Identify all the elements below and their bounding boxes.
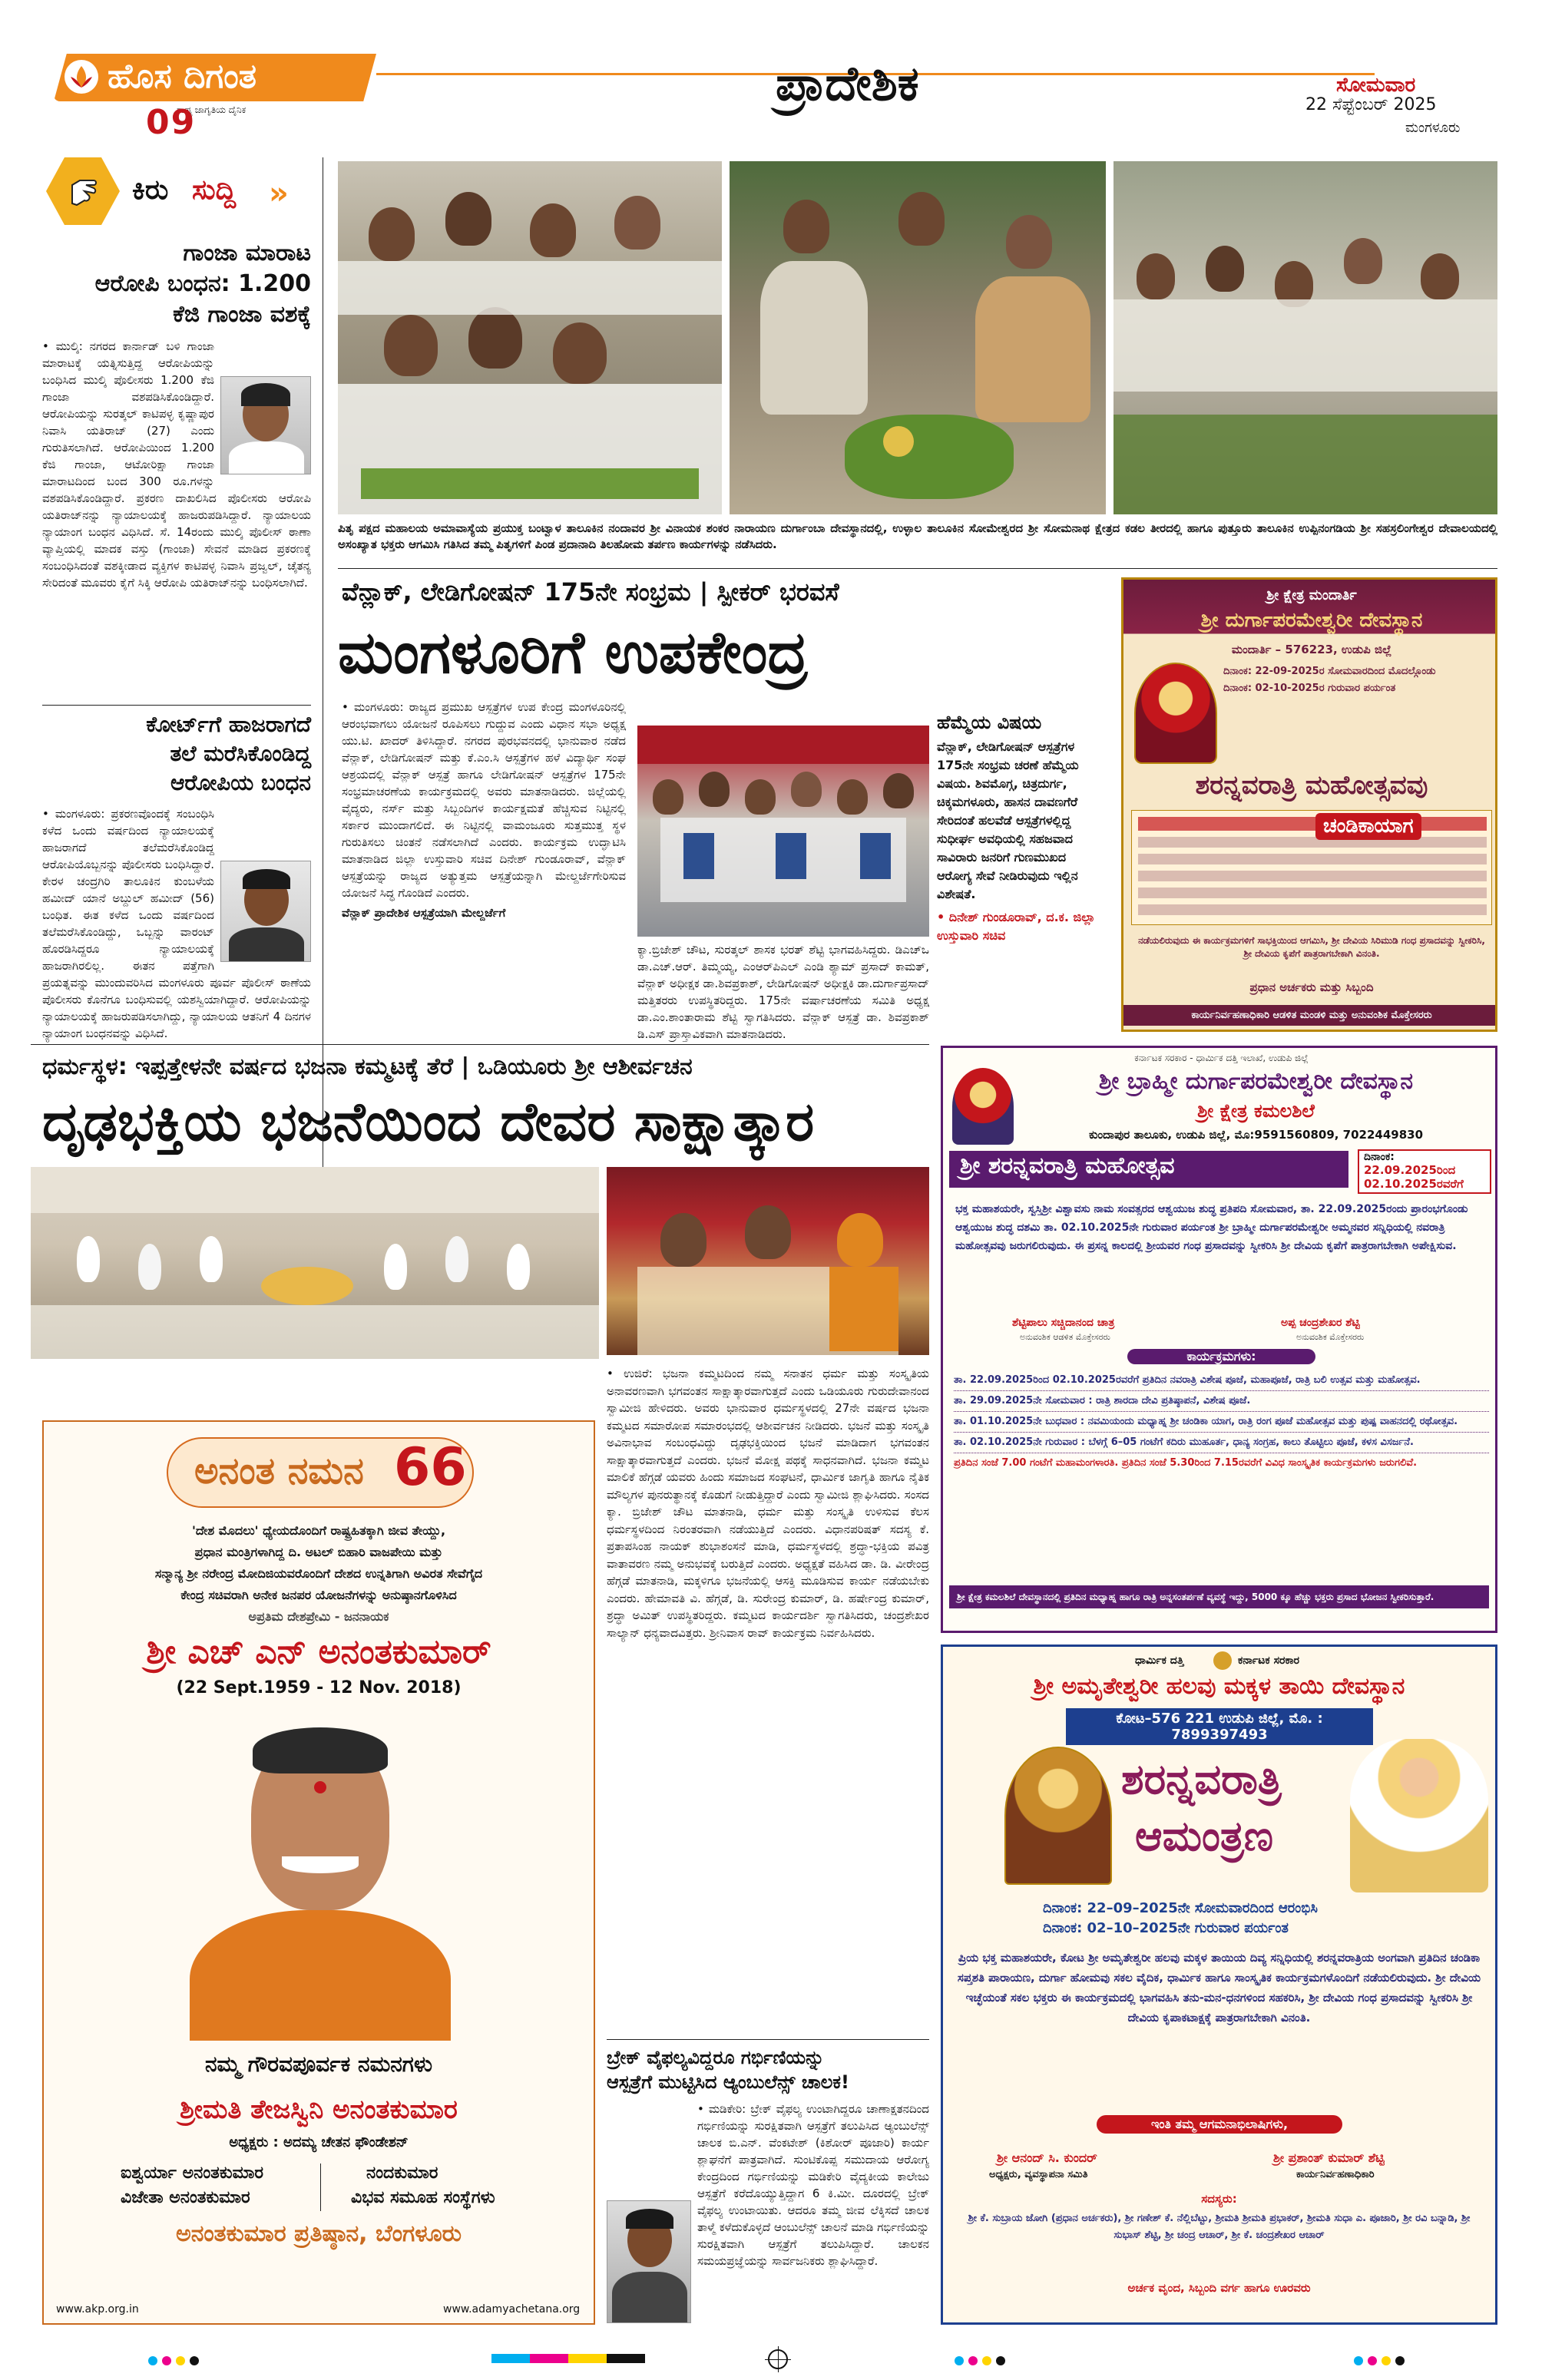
- story2-headline-2: ತಲೆ ಮರೆಸಿಕೊಂಡಿದ್ದ: [170, 741, 311, 766]
- ananth-line3: ಸನ್ಮಾನ್ಯ ಶ್ರೀ ನರೇಂದ್ರ ಮೋದಿಜಿಯವರೊಂದಿಗೆ ದೇಶದ ಉನ್ನತಿಗಾಗಿ ಅವಿರತ ಸೇವೆಗೈದ: [154, 1566, 483, 1581]
- story2-headline-1: ಕೋರ್ಟ್‌ಗೆ ಹಾಜರಾಗದೆ: [146, 712, 311, 737]
- program-2: ತಾ. 29.09.2025ನೇ ಸೋಮವಾರ : ರಾತ್ರಿ ಶಾರದಾ ದೇವಿ ಪ್ರತಿಷ್ಠಾಪನೆ, ವಿಶೇಷ ಪೂಜೆ.: [954, 1391, 1489, 1412]
- ambulance-headline-1: ಬ್ರೇಕ್ ವೈಫಲ್ಯವಿದ್ದರೂ ಗರ್ಭಿಣಿಯನ್ನು: [607, 2047, 825, 2068]
- kamalashile-temple: ಶ್ರೀ ಬ್ರಾಹ್ಮೀ ದುರ್ಗಾಪರಮೇಶ್ವರೀ ದೇವಸ್ಥಾನ: [1098, 1068, 1414, 1095]
- ananth-line1: 'ದೇಶ ಮೊದಲು' ಧ್ಯೇಯದೊಂದಿಗೆ ರಾಷ್ಟ್ರಹಿತಕ್ಕಾಗಿ ಜೀವ ತೇಯ್ದು,: [191, 1523, 446, 1538]
- amrut-s1-role: ಅಧ್ಯಕ್ಷರು, ವ್ಯವಸ್ಥಾಪನಾ ಸಮಿತಿ: [989, 2169, 1088, 2180]
- amrut-members: ಶ್ರೀ ಕೆ. ಸುಬ್ರಾಯ ಜೋಗಿ (ಪ್ರಧಾನ ಅರ್ಚಕರು), ಶ್ರೀ ಗಣೇಶ್ ಕೆ. ನೆಲ್ಲಿಬೆಟ್ಟು, ಶ್ರೀಮತಿ ಶ್ರೀಮತಿ ಪ್ರಭಾಕರ್, ಶ್ರೀಮತಿ ಸುಧಾ ಎ. ಪೂಜಾರಿ, ಶ್ರೀ ರವಿ ಬನ್ನಾಡಿ, ಶ್ರೀ ಸುಭಾಸ್ ಶೆಟ್ಟಿ, ಶ್ರೀ ಚಂದ್ರ ಆಚಾರ್, ಶ್ರೀ ಕೆ. ಚಂದ್ರಶೇಖರ ಆಚಾರ್: [968, 2213, 1471, 2241]
- amrut-top-left: ಧಾರ್ಮಿಕ ದತ್ತಿ: [1135, 1654, 1184, 1667]
- ambulance-story: [607, 2045, 929, 2326]
- masthead: [0, 0, 1542, 146]
- photo-beach-rituals: [1113, 161, 1497, 514]
- wenlock-subheading: ವೆನ್ಲಾಕ್ ಪ್ರಾದೇಶಿಕ ಆಸ್ಪತ್ರೆಯಾಗಿ ಮೇಲ್ದರ್ಜೆಗೆ: [342, 906, 506, 920]
- goddess-image: [1134, 663, 1217, 764]
- program-1: ತಾ. 22.09.2025ರಿಂದ 02.10.2025ರವರೆಗೆ ಪ್ರತಿದಿನ ನವರಾತ್ರಿ ವಿಶೇಷ ಪೂಜೆ, ಮಹಾಪೂಜೆ, ರಾತ್ರಿ ಬಲಿ ಉತ್ಸವ ಮತ್ತು ಮಹೋತ್ಸವ.: [954, 1370, 1489, 1391]
- photo-wenlock-stage: [637, 726, 929, 937]
- kamalashile-program-head: ಕಾರ್ಯಕ್ರಮಗಳು:: [1127, 1349, 1315, 1364]
- ananth-line4: ಕೇಂದ್ರ ಸಚಿವರಾಗಿ ಅನೇಕ ಜನಪರ ಯೋಜನೆಗಳನ್ನು ಅನುಷ್ಠಾನಗೊಳಿಸಿದ: [180, 1588, 457, 1602]
- mandarthi-footer3: ಕಾರ್ಯನಿರ್ವಹಣಾಧಿಕಾರಿ ಆಡಳಿತ ಮಂಡಳಿ ಮತ್ತು ಅನುವಂಶಿಕ ಮೊಕ್ತೇಸರರು: [1123, 1005, 1497, 1026]
- saraswati-image: [1350, 1739, 1488, 1892]
- story-divider: [42, 705, 311, 706]
- ananth-url2[interactable]: www.adamyachetana.org: [443, 2303, 581, 2316]
- ananth-title: ಅನಂತ ನಮನ: [194, 1449, 364, 1492]
- kamalashile-address: ಕುಂದಾಪುರ ತಾಲೂಕು, ಉಡುಪಿ ಜಿಲ್ಲೆ, ಮೊ:9591560809, 7022449830: [1088, 1128, 1424, 1142]
- story1-headline-3: ಕೆಜಿ ಗಾಂಜಾ ವಶಕ್ಕೆ: [173, 301, 311, 328]
- masthead-day: ಸೋಮವಾರ: [1336, 74, 1416, 97]
- kirusuddi-label: [46, 157, 307, 226]
- kamalashile-top: ಕರ್ನಾಟಕ ಸರಕಾರ - ಧಾರ್ಮಿಕ ದತ್ತಿ ಇಲಾಖೆ, ಉಡುಪಿ ಜಿಲ್ಲೆ: [1134, 1053, 1309, 1063]
- sidebar-body: ವೆನ್ಲಾಕ್, ಲೇಡಿಗೋಷನ್ ಆಸ್ಪತ್ರೆಗಳ 175ನೇ ಸಂಭ್ರಮ ಚರಣೆ ಹೆಮ್ಮೆಯ ವಿಷಯ. ಶಿವಮೊಗ್ಗ, ಚಿತ್ರದುರ್ಗ, ಚಿಕ್ಕಮಗಳೂರು, ಹಾಸನ ದಾವಣಗೆರೆ ಸೇರಿದಂತೆ ಹಲವೆಡೆ ಆಸ್ಪತ್ರೆಗಳಲ್ಲಿದ್ದ ಸುಧೀರ್ಘ ಅವಧಿಯಲ್ಲಿ ಸಹಜವಾದ ಸಾವಿರಾರು ಜನರಿಗೆ ಗುಣಮುಖದ ಆರೋಗ್ಯ ಸೇವೆ ನೀಡಿರುವುದು ಇಲ್ಲಿನ ವಿಶೇಷತೆ.: [937, 739, 1079, 901]
- lotus-icon: [65, 60, 98, 94]
- story2-body: • ಮಂಗಳೂರು: ಪ್ರಕರಣವೊಂದಕ್ಕೆ ಸಂಬಂಧಿಸಿ ಕಳೆದ ಒಂದು ವರ್ಷದಿಂದ ನ್ಯಾಯಾಲಯಕ್ಕೆ ಹಾಜರಾಗದೆ ತಲೆಮರೆಸಿಕೊಂಡಿದ್ದ ಆರೋಪಿಯೊಬ್ಬನನ್ನು ಪೊಲೀಸರು ಬಂಧಿಸಿದ್ದಾರೆ. ಕೇರಳ ಚಂದ್ರಗಿರಿ ತಾಲೂಕಿನ ಕುಂಬಳೆಯ ಹಮೀದ್ ಯಾನೆ ಅಬ್ದುಲ್ ಹಮೀದ್ (56) ಬಂಧಿತ. ಈತ ಕಳೆದ ಒಂದು ವರ್ಷದಿಂದ ತಲೆಮರೆಸಿಕೊಂಡಿದ್ದು, ಒಬ್ಬನ್ನು ವಾರಂಟ್ ಹೊರಡಿಸಿದ್ದರೂ ನ್ಯಾಯಾಲಯಕ್ಕೆ ಹಾಜರಾಗಿರಲಿಲ್ಲ. ಈತನ ಪತ್ತೆಗಾಗಿ ಪ್ರಯತ್ನವನ್ನು ಮುಂದುವರಿಸಿದ ಮಂಗಳೂರು ಪೂರ್ವ ಪೊಲೀಸ್ ಠಾಣೆಯ ಪೊಲೀಸರು ಕೊನೆಗೂ ಬಂಧಿಸುವಲ್ಲಿ ಯಶಸ್ವಿಯಾಗಿದ್ದಾರೆ. ಆರೋಪಿಯನ್ನು ನ್ಯಾಯಾಲಯಕ್ಕೆ ಹಾಜರುಪಡಿಸಲಾಗಿದ್ದು, ನ್ಯಾಯಾಲಯ ಆತನಿಗೆ 4 ದಿನಗಳ ನ್ಯಾಯಾಂಗ ಬಂಧನವನ್ನು ವಿಧಿಸಿದೆ.: [42, 807, 311, 1040]
- photo-tarpana-group: [338, 161, 722, 514]
- divider-under-photos: [338, 568, 1497, 569]
- divider-above-bhajana: [31, 1044, 929, 1045]
- ananth-tribute: ನಮ್ಮ ಗೌರವಪೂರ್ವಕ ನಮನಗಳು: [204, 2051, 433, 2077]
- photo-bhajana-hall: [31, 1167, 599, 1359]
- kamalashile-left-role: ಅನುವಂಶಿಕ ಆಡಳಿತ ಮೊಕ್ತೇಸರರು: [1020, 1332, 1110, 1342]
- color-bar-left: [146, 2354, 201, 2368]
- amrut-ribbon: ಇಂತಿ ತಮ್ಮ ಆಗಮನಾಭಿಲಾಷಿಗಳು,: [1097, 2115, 1342, 2134]
- mandarthi-footer1: ನಡೆಯಲಿರುವುದು ಈ ಕಾರ್ಯಕ್ರಮಗಳಿಗೆ ಸಾಭಕ್ತಿಯಿಂದ ಆಗಮಿಸಿ, ಶ್ರೀ ದೇವಿಯ ಸಿರಿಮುಡಿ ಗಂಧ ಪ್ರಸಾದವನ್ನು ಸ್ವೀಕರಿಸಿ, ಶ್ರೀ ದೇವಿಯ ಕೃಪೆಗೆ ಪಾತ್ರರಾಗಬೇಕಾಗಿ ವಿನಂತಿ.: [1138, 935, 1485, 959]
- chevron-right-icon: »: [269, 176, 289, 211]
- amrut-top-right: ಕರ್ನಾಟಕ ಸರಕಾರ: [1238, 1654, 1300, 1667]
- driver-photo: [607, 2200, 691, 2323]
- mandarthi-address: ಮಂದಾರ್ತಿ – 576223, ಉಡುಪಿ ಜಿಲ್ಲೆ: [1231, 643, 1392, 656]
- kamalashile-programs: [954, 1370, 1489, 1473]
- mandarthi-temple: ಶ್ರೀ ದುರ್ಗಾಪರಮೇಶ್ವರೀ ದೇವಸ್ಥಾನ: [1200, 609, 1423, 632]
- amrut-body: ಪ್ರಿಯ ಭಕ್ತ ಮಹಾಶಯರೇ, ಕೋಟ ಶ್ರೀ ಅಮೃತೇಶ್ವರೀ ಹಲವು ಮಕ್ಕಳ ತಾಯಿಯ ದಿವ್ಯ ಸನ್ನಿಧಿಯಲ್ಲಿ ಶರನ್ನವರಾತ್ರಿಯ ಅಂಗವಾಗಿ ಪ್ರತಿದಿನ ಚಂಡಿಕಾ ಸಪ್ತಶತಿ ಪಾರಾಯಣ, ದುರ್ಗಾ ಹೋಮವು ಸಕಲ ವೈದಿಕ, ಧಾರ್ಮಿಕ ಹಾಗೂ ಸಾಂಸ್ಕೃತಿಕ ಕಾರ್ಯಕ್ರಮಗಳೊಂದಿಗೆ ನಡೆಯಲಿರುವುದು. ಶ್ರೀ ದೇವಿಯ ಇಚ್ಛೆಯಂತೆ ಸಕಲ ಭಕ್ತರು ಈ ಕಾರ್ಯಕ್ರಮದಲ್ಲಿ ಭಾಗವಹಿಸಿ ತನು-ಮನ-ಧನಗಳಿಂದ ಸಹಕರಿಸಿ, ಶ್ರೀ ದೇವಿಯ ಗಂಧ ಪ್ರಸಾದವನ್ನು ಸ್ವೀಕರಿಸಿ ಶ್ರೀ ದೇವಿಯ ಕೃಪಾಕಟಾಕ್ಷಕ್ಕೆ ಪಾತ್ರರಾಗಬೇಕಾಗಿ ವಿನಂತಿ.: [957, 1951, 1481, 2025]
- registration-mark-icon: [768, 2349, 788, 2369]
- kirusuddi-story-1: [42, 238, 311, 591]
- amrut-footer: ಅರ್ಚಕ ವೃಂದ, ಸಿಬ್ಬಂದಿ ವರ್ಗ ಹಾಗೂ ಊರವರು: [1127, 2281, 1311, 2295]
- amrut-idol-image: [1004, 1747, 1112, 1885]
- mandarthi-top: ಶ್ರೀ ಕ್ಷೇತ್ರ ಮಂದಾರ್ತಿ: [1266, 587, 1357, 603]
- story1-headline-2: ಆರೋಪಿ ಬಂಧನ: 1.200: [94, 270, 311, 297]
- amrut-s1: ಶ್ರೀ ಆನಂದ್ ಸಿ. ಕುಂದರ್: [997, 2150, 1097, 2165]
- wenlock-headline: ಮಂಗಳೂರಿಗೆ ಉಪಕೇಂದ್ರ: [338, 618, 808, 686]
- amrut-temple: ಶ್ರೀ ಅಮೃತೇಶ್ವರೀ ಹಲವು ಮಕ್ಕಳ ತಾಯಿ ದೇವಸ್ಥಾನ: [1033, 1673, 1405, 1700]
- ananth-d2a: ನಂದಕುಮಾರ: [366, 2163, 438, 2183]
- kamalashile-dates-label: ದಿನಾಂಕ:: [1364, 1151, 1395, 1163]
- ananth-line2: ಪ್ರಧಾನ ಮಂತ್ರಿಗಳಾಗಿದ್ದ ದಿ. ಅಟಲ್ ಬಿಹಾರಿ ವಾಜಪೇಯಿ ಮತ್ತು: [194, 1545, 443, 1559]
- sidebar-author: • ದಿನೇಶ್ ಗುಂಡೂರಾವ್, ದ.ಕ. ಜಿಲ್ಲಾ ಉಸ್ತುವಾರಿ ಸಚಿವ: [937, 910, 1096, 943]
- ambulance-headline-2: ಆಸ್ಪತ್ರೆಗೆ ಮುಟ್ಟಿಸಿದ ಆ್ಯಂಬುಲೆನ್ಸ್ ಚಾಲಕ!: [607, 2071, 849, 2093]
- ad-mandarthi[interactable]: [1121, 577, 1497, 1032]
- ananth-d2b: ವಿಭವ ಸಮೂಹ ಸಂಸ್ಥೆಗಳು: [351, 2188, 495, 2207]
- color-bar-right: [1352, 2354, 1407, 2368]
- mandarthi-date2: ದಿನಾಂಕ: 02-10-2025ರ ಗುರುವಾರ ಪರ್ಯಂತ: [1223, 683, 1396, 694]
- program-4: ತಾ. 02.10.2025ನೇ ಗುರುವಾರ : ಬೆಳಗ್ಗೆ 6–05 ಗಂಟೆಗೆ ಕದಿರು ಮುಹೂರ್ತ, ಧಾನ್ಯ ಸಂಗ್ರಹ, ಕಾಲು ತೊಟ್ಟಿಲು ಪೂಜೆ, ಕಳಸ ವಿಸರ್ಜನೆ.: [954, 1433, 1489, 1453]
- story1-headline-1: ಗಾಂಜಾ ಮಾರಾಟ: [183, 240, 311, 266]
- color-bar-center: [952, 2354, 1008, 2368]
- story1-body: • ಮುಲ್ಕಿ: ನಗರದ ಕಾರ್ನಾಡ್ ಬಳಿ ಗಾಂಜಾ ಮಾರಾಟಕ್ಕೆ ಯತ್ನಿಸುತ್ತಿದ್ದ ಆರೋಪಿಯನ್ನು ಬಂಧಿಸಿದ ಮುಲ್ಕಿ ಪೊಲೀಸರು 1.200 ಕೆಜಿ ಗಾಂಜಾ ವಶಪಡಿಸಿಕೊಂಡಿದ್ದಾರೆ. ಆರೋಪಿಯನ್ನು ಸುರತ್ಕಲ್ ಕಾಟಿಪಳ್ಳ ಕೃಷ್ಣಾಪುರ ನಿವಾಸಿ ಯತಿರಾಜ್ (27) ಎಂದು ಗುರುತಿಸಲಾಗಿದೆ. ಆರೋಪಿಯಿಂದ 1.200 ಕೆಜಿ ಗಾಂಜಾ, ಆಟೋರಿಕ್ಷಾ ಗಾಂಜಾ ಮಾರಾಟದಿಂದ ಬಂದ 300 ರೂ.ಗಳನ್ನು ವಶಪಡಿಸಿಕೊಂಡಿದ್ದಾರೆ. ಪ್ರಕರಣ ದಾಖಲಿಸಿದ ಪೊಲೀಸರು ಆರೋಪಿ ಯತಿರಾಜ್‌ನನ್ನು ನ್ಯಾಯಾಲಯಕ್ಕೆ ಹಾಜರುಪಡಿಸಿದ್ದಾರೆ. ನ್ಯಾಯಾಲಯ ನ್ಯಾಯಾಂಗ ಬಂಧನ ವಿಧಿಸಿದೆ. ಸೆ. 14ರಂದು ಮುಲ್ಕಿ ಪೊಲೀಸ್ ಠಾಣಾ ವ್ಯಾಪ್ತಿಯಲ್ಲಿ ಮಾದಕ ವಸ್ತು (ಗಾಂಜಾ) ಸೇವನೆ ಮಾಡಿದ ಪ್ರಕರಣಕ್ಕೆ ಸಂಬಂಧಿಸಿದಂತೆ ವಶಕ್ಕೀಡಾದ ವ್ಯಕ್ತಿಗಳ ಕಾಟಿಪಳ್ಳ ನಿವಾಸಿ ಪ್ರಜ್ವಲ್, ಚೈತನ್ಯ ಸೇರಿದಂತೆ ಮೂವರು ಕೈಗೆ ಸಿಕ್ಕಿ ಆರೋಪಿ ಯತಿರಾಜ್‌ನನ್ನು ಬಂಧಿಸಲಾಗಿದೆ.: [42, 339, 311, 590]
- ananth-d1b: ವಿಜೇತಾ ಅನಂತಕುಮಾರ: [121, 2188, 250, 2207]
- kamalashile-intro: ಭಕ್ತ ಮಹಾಶಯರೇ, ಸ್ವಸ್ತಿಶ್ರೀ ವಿಶ್ವಾವಸು ನಾಮ ಸಂವತ್ಸರದ ಆಶ್ವಯುಜ ಶುದ್ಧ ಪ್ರತಿಪದಿ ಸೋಮವಾರ, ತಾ. 22.09.2025ರಂದು ಪ್ರಾರಂಭಗೊಂಡು ಆಶ್ವಯುಜ ಶುದ್ಧ ದಶಮಿ ತಾ. 02.10.2025ನೇ ಗುರುವಾರ ಪರ್ಯಂತ ಶ್ರೀ ಬ್ರಾಹ್ಮೀ ದುರ್ಗಾಪರಮೇಶ್ವರೀ ಅಮ್ಮನವರ ಸನ್ನಿಧಿಯಲ್ಲಿ ನವರಾತ್ರಿ ಮಹೋತ್ಸವವು ಜರುಗಲಿರುವುದು. ಈ ಪ್ರಸನ್ನ ಕಾಲದಲ್ಲಿ ಶ್ರೀಯವರ ಗಂಧ ಪ್ರಸಾದವನ್ನು ಸ್ವೀಕರಿಸಿ ಶ್ರೀ ದೇವಿಯ ಕೃಪೆಗೆ ಪಾತ್ರರಾಗಬೇಕಾಗಿ ಅಪೇಕ್ಷಿಸುವ.: [955, 1203, 1468, 1252]
- kamalashile-date-from: 22.09.2025ರಿಂದ: [1364, 1163, 1456, 1177]
- section-title: ಪ್ರಾದೇಶಿಕ: [776, 55, 919, 111]
- ananth-url1[interactable]: www.akp.org.in: [56, 2303, 139, 2316]
- amrut-members-head: ಸದಸ್ಯರು:: [1201, 2192, 1237, 2206]
- kamalashile-goddess: [952, 1068, 1014, 1145]
- wenlock-col2: [637, 941, 929, 1043]
- mandarthi-footer2: ಪ್ರಧಾನ ಅರ್ಚಕರು ಮತ್ತು ಸಿಬ್ಬಂದಿ: [1249, 980, 1374, 994]
- kamalashile-right-sign: ಅಪ್ಪ ಚಂದ್ರಶೇಖರ ಶೆಟ್ಟಿ: [1281, 1317, 1360, 1329]
- kamalashile-footer: ಶ್ರೀ ಕ್ಷೇತ್ರ ಕಮಲಶಿಲೆ ದೇವಸ್ಥಾನದಲ್ಲಿ ಪ್ರತಿದಿನ ಮಧ್ಯಾಹ್ನ ಹಾಗೂ ರಾತ್ರಿ ಅನ್ನಸಂತರ್ಪಣೆ ವ್ಯವಸ್ಥೆ ಇದ್ದು, 5000 ಕ್ಕೂ ಹೆಚ್ಚು ಭಕ್ತರು ಪ್ರಸಾದ ಭೋಜನ ಸ್ವೀಕರಿಸುತ್ತಾರೆ.: [949, 1585, 1489, 1608]
- wenlock-sidebar: [937, 710, 1098, 945]
- photo-bhajana-stage: [607, 1167, 929, 1355]
- hand-icon: [46, 157, 120, 225]
- ananth-wife-role: ಅಧ್ಯಕ್ಷರು : ಅದಮ್ಯ ಚೇತನ ಫೌಂಡೇಶನ್: [229, 2134, 409, 2150]
- kirusuddi-label-a: ಕಿರು: [132, 174, 169, 206]
- ad-ananth-namana[interactable]: [42, 1420, 595, 2325]
- amrut-date1: ದಿನಾಂಕ: 22–09–2025ನೇ ಸೋಮವಾರದಿಂದ ಆರಂಭಿಸಿ: [1043, 1900, 1318, 1916]
- kamalashile-dates: [1358, 1149, 1491, 1194]
- kamalashile-place: ಶ್ರೀ ಕ್ಷೇತ್ರ ಕಮಲಶಿಲೆ: [1197, 1100, 1315, 1122]
- kamalashile-left-sign: ಶೆಟ್ಟಿಪಾಲು ಸಚ್ಚಿದಾನಂದ ಚಾತ್ರ: [1012, 1317, 1115, 1329]
- kamalashile-event: ಶ್ರೀ ಶರನ್ನವರಾತ್ರಿ ಮಹೋತ್ಸವ: [949, 1151, 1348, 1188]
- ad-kamalashile[interactable]: [941, 1046, 1497, 1633]
- page-number: 09: [146, 103, 197, 142]
- photo-pinda-pradana: [730, 161, 1106, 514]
- kamalashile-date-to: 02.10.2025ರವರೆಗೆ: [1364, 1177, 1464, 1191]
- amrut-s2: ಶ್ರೀ ಪ್ರಶಾಂತ್ ಕುಮಾರ್ ಶೆಟ್ಟಿ: [1273, 2150, 1385, 2165]
- mandarthi-schedule: [1131, 810, 1492, 925]
- wenlock-col2-body: ಕ್ಯಾ.ಬ್ರಿಜೇಶ್ ಚೌಟ, ಸುರತ್ಕಲ್ ಶಾಸಕ ಭರತ್ ಶೆಟ್ಟಿ ಭಾಗವಹಿಸಿದ್ದರು. ಡಿಎಚ್‌ಒ ಡಾ.ಎಚ್.ಆರ್. ತಿಮ್ಮಯ್ಯ, ಎಂಆರ್‌ಪಿಎಲ್ ಎಂಡಿ ಶ್ಯಾಮ್ ಪ್ರಸಾದ್ ಕಾಮತ್, ವೆನ್ಲಾಕ್ ಅಧೀಕ್ಷಕ ಡಾ.ಶಿವಪ್ರಕಾಶ್, ಲೇಡಿಗೋಷನ್ ಅಧೀಕ್ಷಕಿ ಡಾ.ದುರ್ಗಾಪ್ರಸಾದ್ ಮತ್ತಿತರರು ಉಪಸ್ಥಿತರಿದ್ದರು. 175ನೇ ವರ್ಷಾಚರಣೆಯ ಸಮಿತಿ ಅಧ್ಯಕ್ಷ ಡಾ.ಎಂ.ಶಾಂತಾರಾಮ ಶೆಟ್ಟಿ ಸ್ವಾಗತಿಸಿದರು. ವೆನ್ಲಾಕ್ ಆಸ್ಪತ್ರೆ ಡಾ. ಶಿವಪ್ರಕಾಶ್ ಡಿ.ಎಸ್ ಪ್ರಾಸ್ತಾವಿಕವಾಗಿ ಮಾತನಾಡಿದರು.: [637, 943, 929, 1041]
- accused-photo: [220, 376, 311, 474]
- ananth-name: ಶ್ರೀ ಎಚ್ ಎನ್ ಅನಂತಕುಮಾರ್: [146, 1632, 491, 1671]
- ananth-divider: [320, 2163, 321, 2211]
- amrut-s2-role: ಕಾರ್ಯನಿರ್ವಹಣಾಧಿಕಾರಿ: [1296, 2169, 1375, 2180]
- accused-photo-2: [220, 861, 311, 962]
- wenlock-col1: [342, 699, 626, 921]
- wenlock-kicker: ವೆನ್ಲಾಕ್, ಲೇಡಿಗೋಷನ್ 175ನೇ ಸಂಭ್ರಮ | ಸ್ಪೀಕರ್ ಭರವಸೆ: [342, 577, 839, 607]
- mandarthi-chandika: ಚಂಡಿಕಾಯಾಗ: [1315, 813, 1421, 840]
- mandarthi-date1: ದಿನಾಂಕ: 22-09-2025ರ ಸೋಮವಾರದಿಂದ ಮೊದಲ್ಗೊಂಡು: [1223, 666, 1436, 677]
- amrut-event-1: ಶರನ್ನವರಾತ್ರಿ: [1121, 1755, 1282, 1803]
- logo-tagline: ರಾಷ್ಟ್ರ ಜಾಗೃತಿಯ ದೈನಿಕ: [177, 104, 247, 115]
- karnataka-emblem-icon: [1213, 1651, 1232, 1670]
- ad-amruteshwari[interactable]: [941, 1645, 1497, 2325]
- sidebar-heading: ಹೆಮ್ಮೆಯ ವಿಷಯ: [937, 712, 1042, 733]
- wenlock-col1-body: • ಮಂಗಳೂರು: ರಾಜ್ಯದ ಪ್ರಮುಖ ಆಸ್ಪತ್ರೆಗಳ ಉಪ ಕೇಂದ್ರ ಮಂಗಳೂರಿನಲ್ಲಿ ಆರಂಭವಾಗಲು ಯೋಜನೆ ರೂಪಿಸಲು ಗುದ್ದುವ ಎಂದು ವಿಧಾನ ಸಭಾ ಅಧ್ಯಕ್ಷ ಯು.ಟಿ. ಖಾದರ್ ತಿಳಿಸಿದ್ದಾರೆ. ನಗರದ ಪುರಭವನದಲ್ಲಿ ಭಾನುವಾರ ನಡೆದ ವೆನ್ಲಾಕ್, ಲೇಡಿಗೋಷನ್ ಮತ್ತು ಕೆ.ಎಂ.ಸಿ ಆಸ್ಪತ್ರೆಗಳ ಹಳೆ ವಿದ್ಯಾರ್ಥಿ ಸಂಘ ಆಶ್ರಯದಲ್ಲಿ ವೆನ್ಲಾಕ್ ಆಸ್ಪತ್ರೆ ಹಾಗೂ ಲೇಡಿಗೋಷನ್ ಆಸ್ಪತ್ರೆಗಳ 175ನೇ ಸಂಭ್ರಮಾಚರಣೆಯ ಕಾರ್ಯಕ್ರಮದಲ್ಲಿ ಅವರು ಮಾತನಾಡಿದರು. ಜಿಲ್ಲೆಯಲ್ಲಿ ವೈದ್ಯರು, ನರ್ಸ್ ಮತ್ತು ಸಿಬ್ಬಂದಿಗಳ ಕಾರ್ಯಕ್ಷಮತೆ ಹೆಚ್ಚಿಸುವ ನಿಟ್ಟಿನಲ್ಲಿ ಸರ್ಕಾರ ಮುಂದಾಗಲಿದೆ. ಈ ನಿಟ್ಟಿನಲ್ಲಿ ವಾಮಂಜೂರು ಸುತ್ತಮುತ್ತ ಸ್ಥಳ ಗುರುತಿಸಲು ಚಿಂತನೆ ನಡೆಸಲಾಗಿದೆ ಎಂದರು. ಕಾರ್ಯಕ್ರಮ ಉದ್ಘಾಟಿಸಿ ಮಾತನಾಡಿದ ಜಿಲ್ಲಾ ಉಸ್ತುವಾರಿ ಸಚಿವ ದಿನೇಶ್ ಗುಂಡೂರಾವ್, ವೆನ್ಲಾಕ್ ಆಸ್ಪತ್ರೆಯನ್ನು ರಾಜ್ಯದ ಅತ್ಯುತ್ತಮ ಆಸ್ಪತ್ರೆಯನ್ನಾಗಿ ಮೇಲ್ದರ್ಜೆಗೇರಿಸುವ ಯೋಜನೆ ಸಿದ್ಧ ಗೊಂಡಿದೆ ಎಂದರು.: [342, 700, 626, 900]
- mandarthi-event: ಶರನ್ನವರಾತ್ರಿ ಮಹೋತ್ಸವವು: [1195, 770, 1428, 801]
- ananth-org: ಅನಂತಕುಮಾರ ಪ್ರತಿಷ್ಠಾನ, ಬೆಂಗಳೂರು: [175, 2220, 462, 2247]
- program-3: ತಾ. 01.10.2025ನೇ ಬುಧವಾರ : ನವಮಿಯಂದು ಮಧ್ಯಾಹ್ನ ಶ್ರೀ ಚಂಡಿಕಾ ಯಾಗ, ರಾತ್ರಿ ರಂಗ ಪೂಜೆ ಮಹೋತ್ಸವ ಮತ್ತು ಪುಷ್ಪ ವಾಹನದಲ್ಲಿ ರಥೋತ್ಸವ.: [954, 1412, 1489, 1433]
- top-photo-caption: ಪಿತೃ ಪಕ್ಷದ ಮಹಾಲಯ ಅಮಾವಾಸ್ಯೆಯ ಪ್ರಯುಕ್ತ ಬಂಟ್ವಾಳ ತಾಲೂಕಿನ ನಂದಾವರ ಶ್ರೀ ವಿನಾಯಕ ಶಂಕರ ನಾರಾಯಣ ದುರ್ಗಾಂಬಾ ದೇವಸ್ಥಾನದಲ್ಲಿ, ಉಳ್ಳಾಲ ತಾಲೂಕಿನ ಸೋಮೇಶ್ವರದ ಶ್ರೀ ಸೋಮನಾಥ ಕ್ಷೇತ್ರದ ಕಡಲ ತೀರದಲ್ಲಿ ಹಾಗೂ ಪುತ್ತೂರು ತಾಲೂಕಿನ ಉಪ್ಪಿನಂಗಡಿಯ ಶ್ರೀ ಸಹಸ್ರಲಿಂಗೇಶ್ವರ ದೇವಾಲಯದಲ್ಲಿ ಅಸಂಖ್ಯಾತ ಭಕ್ತರು ಆಗಮಿಸಿ ಗತಿಸಿದ ತಮ್ಮ ಪಿತೃಗಳಿಗೆ ಪಿಂಡ ಪ್ರದಾನಾದಿ ತಿಲಹೋಮ ತರ್ಪಣ ಕಾರ್ಯಗಳನ್ನು ನಡೆಸಿದರು.: [338, 521, 1497, 551]
- kirusuddi-story-2: [42, 710, 311, 1042]
- program-5: ಪ್ರತಿದಿನ ಸಂಜೆ 7.00 ಗಂಟೆಗೆ ಮಹಾಮಂಗಳಾರತಿ. ಪ್ರತಿದಿನ ಸಂಜೆ 5.30ರಿಂದ 7.15ರವರೆಗೆ ವಿವಿಧ ಸಾಂಸ್ಕೃತಿಕ ಕಾರ್ಯಕ್ರಮಗಳು ಜರುಗಲಿವೆ.: [954, 1457, 1418, 1469]
- divider-above-ambulance: [607, 2039, 929, 2040]
- ananth-dates: (22 Sept.1959 - 12 Nov. 2018): [176, 1678, 462, 1697]
- bhajana-body: • ಉಜಿರೆ: ಭಜನಾ ಕಮ್ಮಟದಿಂದ ನಮ್ಮ ಸನಾತನ ಧರ್ಮ ಮತ್ತು ಸಂಸ್ಕೃತಿಯ ಅನಾವರಣವಾಗಿ ಭಗವಂತನ ಸಾಕ್ಷಾತ್ಕಾರವಾಗುತ್ತದೆ ಎಂದು ಒಡಿಯೂರು ಗುರುದೇವಾನಂದ ಸ್ವಾಮೀಜಿ ಹೇಳಿದರು. ಅವರು ಭಾನುವಾರ ಧರ್ಮಸ್ಥಳದಲ್ಲಿ 27ನೇ ವರ್ಷದ ಭಜನಾ ಕಮ್ಮಟದ ಸಮಾರೋಪ ಸಮಾರಂಭದಲ್ಲಿ ಆಶೀರ್ವಚನ ನೀಡಿದರು. ಭಜನೆ ಮತ್ತು ಸಂಸ್ಕೃತಿ ಅವಿನಾಭಾವ ಸಂಬಂಧವಿದ್ದು ದೃಢಭಕ್ತಿಯಿಂದ ಭಜನೆ ಮಾಡಿದಾಗ ಭಗವಂತನ ಸಾಕ್ಷಾತ್ಕಾರವಾಗುತ್ತದೆ ಎಂದರು. ಭಜನೆ ಮೋಕ್ಷ ಪಥಕ್ಕೆ ಸಾಧನವಾಗಿದೆ. ಭಜನಾ ಕಮ್ಮಟ ಮಾಲಿಕೆ ಹೆಗ್ಗಡೆ ಯವರು ಹಿಂದು ಸಮಾಜದ ಸಂಘಟನೆ, ಧಾರ್ಮಿಕ ಜಾಗೃತಿ ಹಾಗೂ ನೈತಿಕ ಮೌಲ್ಯಗಳ ಪುನರುತ್ಥಾನಕ್ಕೆ ಕೊಡುಗೆ ನೀಡುತ್ತಿದ್ದಾರೆ ಎಂದು ಸ್ವಾಮೀಜಿ ಶ್ಲಾಘಿಸಿದರು. ಸಂಸದ ಕ್ಯಾ. ಬ್ರಿಜೇಶ್ ಚೌಟ ಮಾತನಾಡಿ, ಧರ್ಮ ಮತ್ತು ಸಂಸ್ಕೃತಿ ಉಳಿಸುವ ಕೆಲಸ ಧರ್ಮಸ್ಥಳದಿಂದ ನಿರಂತರವಾಗಿ ನಡೆಯುತ್ತಿದೆ ಎಂದರು. ವಿಧಾನಪರಿಷತ್ ಸದಸ್ಯ ಕೆ. ಪ್ರತಾಪಸಿಂಹ ನಾಯಕ್ ಶುಭಾಶಂಸನೆ ಮಾಡಿ, ಧರ್ಮಸ್ಥಳದಲ್ಲಿ ಶ್ರದ್ಧಾ-ಭಕ್ತಿಯ ಪವಿತ್ರ ವಾತಾವರಣ ನಮ್ಮ ಅನುಭವಕ್ಕೆ ಬರುತ್ತಿದೆ ಎಂದರು. ಅಧ್ಯಕ್ಷತೆ ವಹಿಸಿದ ಡಾ. ಡಿ. ವೀರೇಂದ್ರ ಹೆಗ್ಗಡೆ ಮಾತನಾಡಿ, ಮಕ್ಕಳಿಗೂ ಭಜನೆಯಲ್ಲಿ ಆಸಕ್ತಿ ಮೂಡಿಸುವ ಕಾರ್ಯ ನಡೆಯಬೇಕು ಎಂದರು. ಹೇಮಾವತಿ ವಿ. ಹೆಗ್ಗಡೆ, ಡಿ. ಸುರೇಂದ್ರ ಕುಮಾರ್, ಡಿ. ಹರ್ಷೇಂದ್ರ ಕುಮಾರ್, ಶ್ರದ್ಧಾ ಅಮಿತ್ ಉಪಸ್ಥಿತರಿದ್ದರು. ಕಮ್ಮಟದ ಕಾರ್ಯದರ್ಶಿ ಸ್ವಾಗತಿಸಿದರು, ಚಂದ್ರಶೇಖರ ಸಾಲ್ಯಾನ್ ಧನ್ಯವಾದವಿತ್ತರು. ಶ್ರೀನಿವಾಸ ರಾವ್ ಕಾರ್ಯಕ್ರಮ ನಿರ್ವಹಿಸಿದರು.: [607, 1367, 929, 1640]
- kirusuddi-label-b: ಸುದ್ದಿ: [192, 174, 237, 206]
- color-strip-left: [491, 2354, 645, 2363]
- bhajana-body-col: [607, 1365, 929, 1641]
- masthead-date: 22 ಸೆಪ್ಟೆಂಬರ್ 2025: [1305, 95, 1437, 114]
- ananth-portrait: [167, 1711, 474, 2041]
- bhajana-kicker: ಧರ್ಮಸ್ಥಳ: ಇಪ್ಪತ್ತೇಳನೇ ವರ್ಷದ ಭಜನಾ ಕಮ್ಮಟಕ್ಕೆ ತೆರೆ | ಒಡಿಯೂರು ಶ್ರೀ ಆಶೀರ್ವಚನ: [42, 1053, 693, 1080]
- ambulance-body: • ಮಡಿಕೇರಿ: ಬ್ರೇಕ್ ವೈಫಲ್ಯ ಉಂಟಾಗಿದ್ದರೂ ಚಾಣಾಕ್ಷತನದಿಂದ ಗರ್ಭಿಣಿಯನ್ನು ಸುರಕ್ಷಿತವಾಗಿ ಆಸ್ಪತ್ರೆಗೆ ತಲುಪಿಸಿದ ಆ್ಯಂಬುಲೆನ್ಸ್ ಚಾಲಕ ಬಿ.ಎನ್. ವೆಂಕಟೇಶ್ (ಕಿಶೋರ್ ಪೂಜಾರಿ) ಕಾರ್ಯ ಶ್ಲಾಘನೆಗೆ ಪಾತ್ರವಾಗಿದೆ. ಸುಂಟಿಕೊಪ್ಪ ಸಮುದಾಯ ಆರೋಗ್ಯ ಕೇಂದ್ರದಿಂದ ಗರ್ಭಿಣಿಯನ್ನು ಮಡಿಕೇರಿ ವೈದ್ಯಕೀಯ ಕಾಲೇಜು ಆಸ್ಪತ್ರೆಗೆ ಕರೆದೊಯ್ಯುತ್ತಿದ್ದಾಗ 6 ಕಿ.ಮೀ. ದೂರದಲ್ಲಿ ಬ್ರೇಕ್ ವೈಫಲ್ಯ ಉಂಟಾಯಿತು. ಆದರೂ ತಮ್ಮ ಜೀವ ಲೆಕ್ಕಿಸದೆ ಚಾಲಕ ತಾಳ್ಮೆ ಕಳೆದುಕೊಳ್ಳದೆ ಆಂಬುಲೆನ್ಸ್ ಚಾಲನೆ ಮಾಡಿ ಗರ್ಭಿಣಿಯನ್ನು ಸುರಕ್ಷಿತವಾಗಿ ಆಸ್ಪತ್ರೆಗೆ ತಲುಪಿಸಿದ್ದಾರೆ. ಚಾಲಕನ ಸಮಯಪ್ರಜ್ಞೆಯನ್ನು ಸಾರ್ವಜನಿಕರು ಶ್ಲಾಘಿಸಿದ್ದಾರೆ.: [697, 2102, 929, 2268]
- logo-block[interactable]: [54, 54, 376, 142]
- ananth-title-number: 66: [394, 1437, 467, 1498]
- logo-text: ಹೊಸ ದಿಗಂತ: [108, 57, 257, 96]
- amrut-address: ಕೋಟ–576 221 ಉಡುಪಿ ಜಿಲ್ಲೆ, ಮೊ. : 7899397493: [1066, 1708, 1373, 1745]
- story2-headline-3: ಆರೋಪಿಯ ಬಂಧನ: [170, 770, 311, 795]
- kamalashile-right-role: ಅನುವಂಶಿಕ ಮೊಕ್ತೇಸರರು: [1296, 1332, 1365, 1342]
- ananth-d1a: ಐಶ್ವರ್ಯಾ ಅನಂತಕುಮಾರ: [121, 2163, 263, 2183]
- masthead-city: ಮಂಗಳೂರು: [1405, 120, 1461, 136]
- bhajana-headline: ದೃಢಭಕ್ತಿಯ ಭಜನೆಯಿಂದ ದೇವರ ಸಾಕ್ಷಾತ್ಕಾರ: [42, 1090, 815, 1153]
- amrut-event-2: ಆಮಂತ್ರಣ: [1135, 1812, 1274, 1860]
- amrut-date2: ದಿನಾಂಕ: 02–10–2025ನೇ ಗುರುವಾರ ಪರ್ಯಂತ: [1043, 1920, 1289, 1936]
- ananth-line5: ಅಪ್ರತಿಮ ದೇಶಪ್ರೇಮಿ - ಜನನಾಯಕ: [248, 1609, 389, 1624]
- ananth-wife: ಶ್ರೀಮತಿ ತೇಜಸ್ವಿನಿ ಅನಂತಕುಮಾರ: [180, 2094, 458, 2125]
